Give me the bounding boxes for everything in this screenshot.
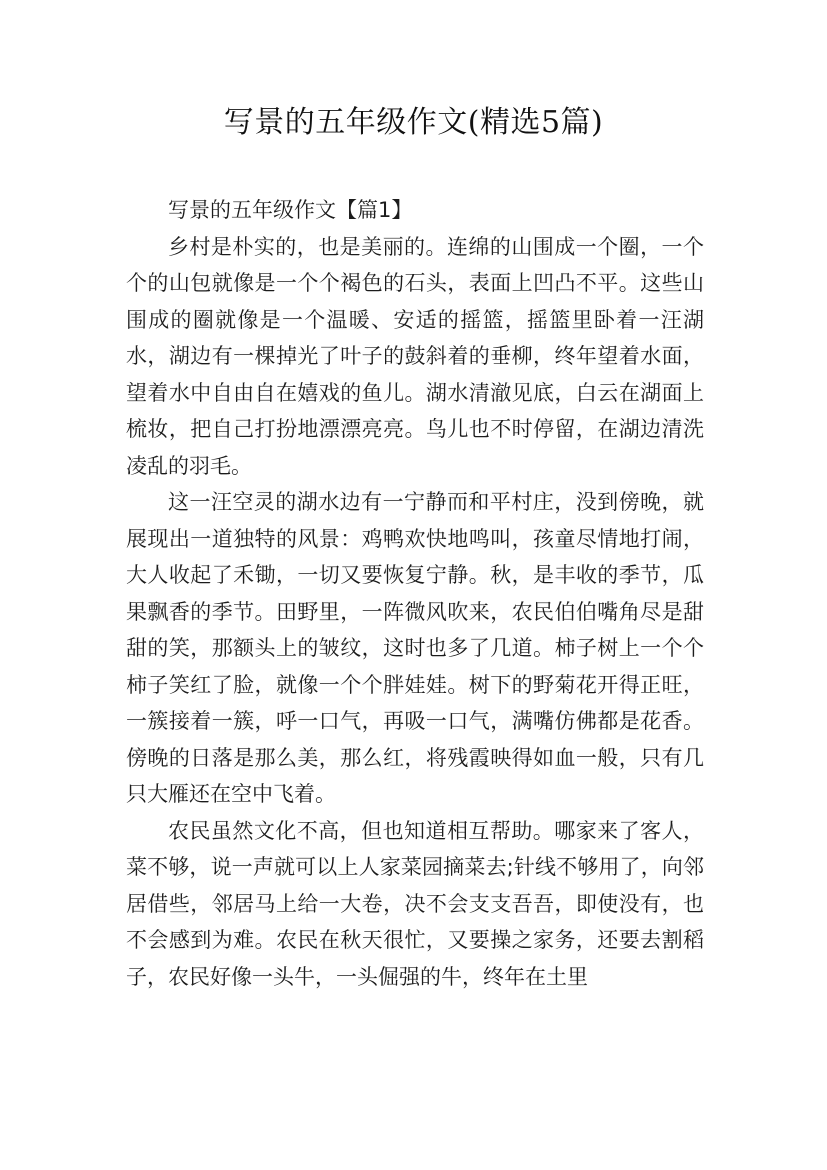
paragraph-2: 这一汪空灵的湖水边有一宁静而和平村庄，没到傍晚，就展现出一道独特的风景：鸡鸭欢快地鸣叫，孩童尽情地打闹，大人收起了禾锄，一切又要恢复宁静。秋，是丰收的季节，瓜果飘香的季节。田野里，一阵微风吹来，农民伯伯嘴角尽是甜甜的笑，那额头上的皱纹，这时也多了几道。柿子树上一个个柿子笑红了脸，就像一个个胖娃娃。树下的野菊花开得正旺，一簇接着一簇，呼一口气，再吸一口气，满嘴仿佛都是花香。傍晚的日落是那么美，那么红，将残霞映得如血一般，只有几只大雁还在空中飞着。 [126, 490, 704, 806]
document-body [126, 192, 704, 995]
document-title: 写景的五年级作文(精选5篇) [223, 105, 604, 140]
paragraph-1: 乡村是朴实的，也是美丽的。连绵的山围成一个圈，一个个的山包就像是一个个褐色的石头，表面上凹凸不平。这些山围成的圈就像是一个温暖、安适的摇篮，摇篮里卧着一汪湖水，湖边有一棵掉光了叶子的鼓斜着的垂柳，终年望着水面，望着水中自由自在嬉戏的鱼儿。湖水清澈见底，白云在湖面上梳妆，把自己打扮地漂漂亮亮。鸟儿也不时停留，在湖边清洗凌乱的羽毛。 [126, 234, 704, 478]
section-heading: 写景的五年级作文【篇1】 [168, 198, 413, 222]
paragraph-3: 农民虽然文化不高，但也知道相互帮助。哪家来了客人，菜不够，说一声就可以上人家菜园摘菜去;针线不够用了，向邻居借些，邻居马上给一大卷，决不会支支吾吾，即使没有，也不会感到为难。农民在秋天很忙，又要操之家务，还要去割稻子，农民好像一头牛，一头倔强的牛，终年在土里 [126, 818, 704, 989]
